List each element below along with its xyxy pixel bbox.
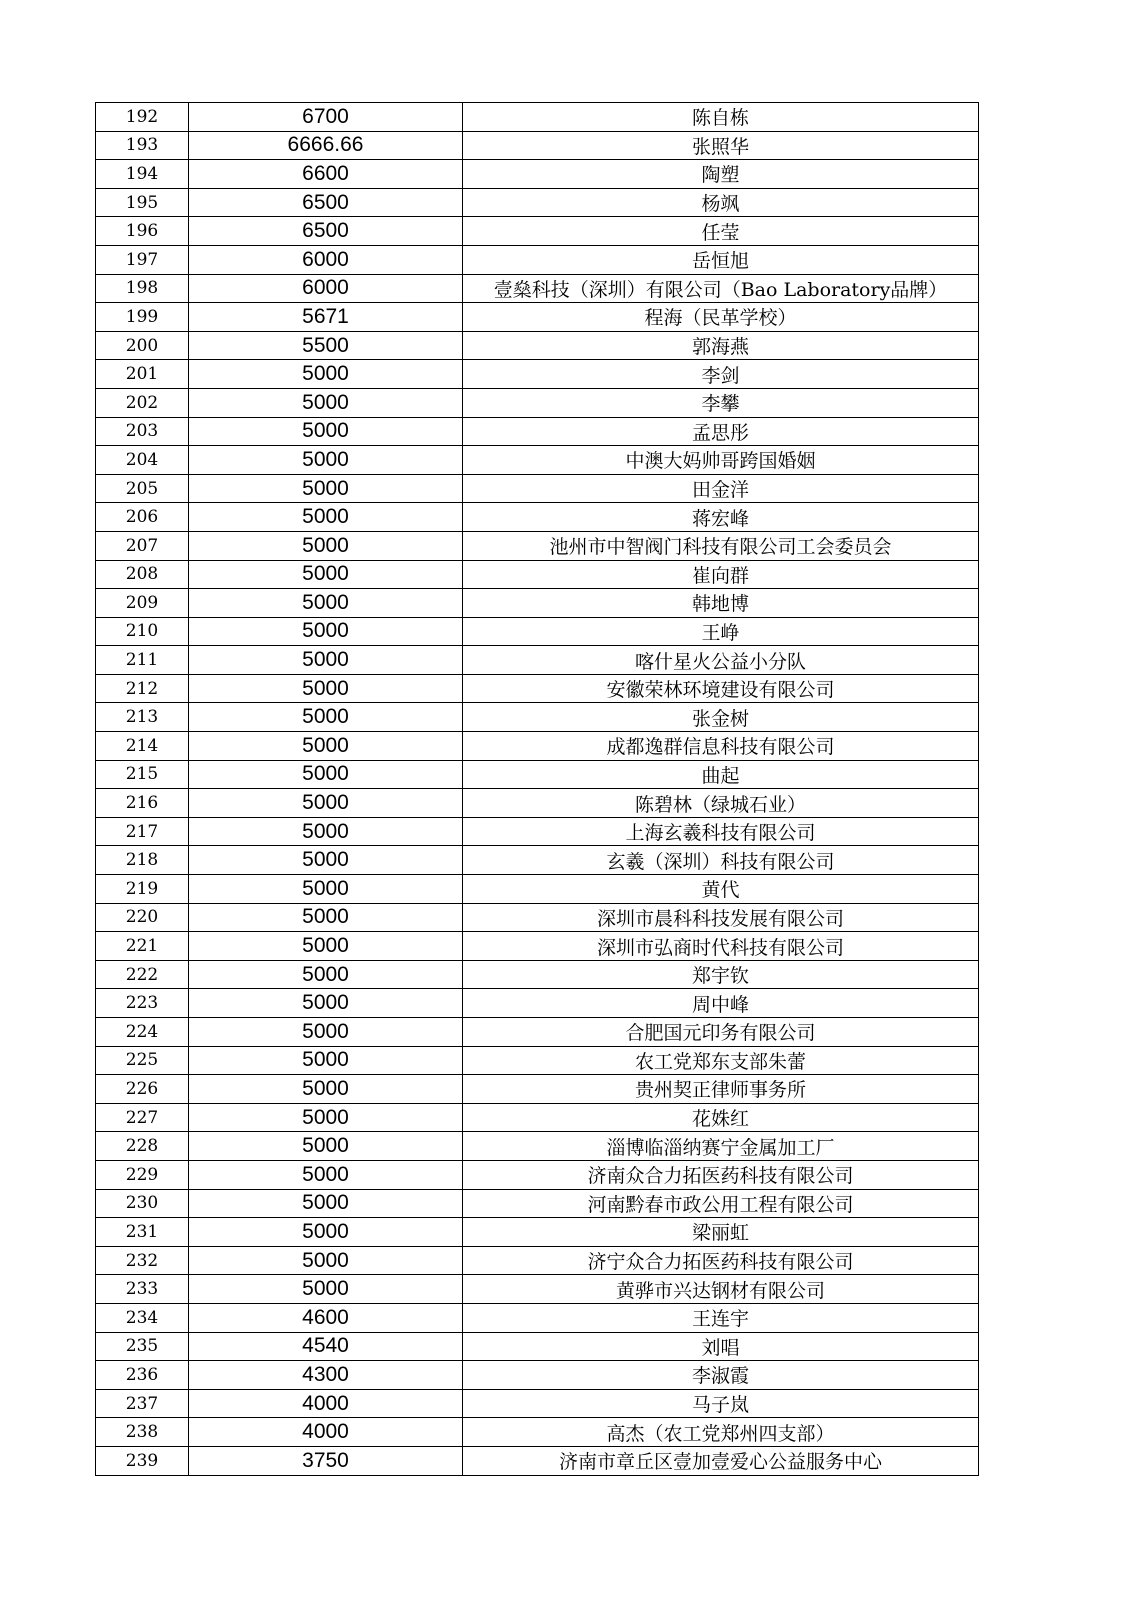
row-number-cell: 204 [96,446,189,475]
row-number-cell: 229 [96,1160,189,1189]
donor-name-cell: 刘唱 [463,1332,979,1361]
table-row [96,589,979,618]
amount-cell: 6500 [189,217,463,246]
row-number-cell: 237 [96,1389,189,1418]
amount-cell: 5000 [189,1160,463,1189]
donation-table-body [96,103,979,1476]
row-number-cell: 199 [96,303,189,332]
table-row [96,1103,979,1132]
donor-name-cell: 农工党郑东支部朱蕾 [463,1046,979,1075]
donor-name-cell: 任莹 [463,217,979,246]
row-number-cell: 196 [96,217,189,246]
amount-cell: 5000 [189,846,463,875]
table-row [96,617,979,646]
row-number-cell: 192 [96,103,189,132]
amount-cell: 5000 [189,1103,463,1132]
table-row [96,760,979,789]
table-row [96,817,979,846]
table-row [96,932,979,961]
row-number-cell: 231 [96,1218,189,1247]
table-row [96,331,979,360]
amount-cell: 5000 [189,646,463,675]
donation-table [95,102,979,1476]
donor-name-cell: 花姝红 [463,1103,979,1132]
amount-cell: 5000 [189,960,463,989]
row-number-cell: 219 [96,875,189,904]
table-row [96,131,979,160]
donor-name-cell: 陈碧林（绿城石业） [463,789,979,818]
row-number-cell: 212 [96,674,189,703]
table-row [96,360,979,389]
amount-cell: 5000 [189,1075,463,1104]
table-row [96,674,979,703]
row-number-cell: 213 [96,703,189,732]
donor-name-cell: 济南众合力拓医药科技有限公司 [463,1160,979,1189]
table-row [96,1303,979,1332]
donor-name-cell: 张金树 [463,703,979,732]
donor-name-cell: 郑宇钦 [463,960,979,989]
donor-name-cell: 蒋宏峰 [463,503,979,532]
amount-cell: 5000 [189,503,463,532]
donor-name-cell: 田金洋 [463,474,979,503]
table-row [96,875,979,904]
row-number-cell: 193 [96,131,189,160]
amount-cell: 5000 [189,388,463,417]
table-row [96,388,979,417]
donor-name-cell: 济南市章丘区壹加壹爱心公益服务中心 [463,1446,979,1475]
amount-cell: 5000 [189,1018,463,1047]
donor-name-cell: 深圳市弘商时代科技有限公司 [463,932,979,961]
row-number-cell: 226 [96,1075,189,1104]
donor-name-cell: 合肥国元印务有限公司 [463,1018,979,1047]
amount-cell: 5000 [189,617,463,646]
donor-name-cell: 深圳市晨科科技发展有限公司 [463,903,979,932]
table-row [96,217,979,246]
donor-name-cell: 杨飒 [463,188,979,217]
row-number-cell: 209 [96,589,189,618]
row-number-cell: 205 [96,474,189,503]
table-row [96,188,979,217]
amount-cell: 3750 [189,1446,463,1475]
row-number-cell: 217 [96,817,189,846]
table-row [96,989,979,1018]
table-row [96,1389,979,1418]
table-row [96,160,979,189]
row-number-cell: 218 [96,846,189,875]
amount-cell: 5000 [189,1189,463,1218]
amount-cell: 4000 [189,1389,463,1418]
donor-name-cell: 喀什星火公益小分队 [463,646,979,675]
table-row [96,789,979,818]
row-number-cell: 233 [96,1275,189,1304]
table-row [96,1246,979,1275]
amount-cell: 5000 [189,1218,463,1247]
donor-name-cell: 张照华 [463,131,979,160]
row-number-cell: 198 [96,274,189,303]
donor-name-cell: 程海（民革学校） [463,303,979,332]
amount-cell: 5000 [189,903,463,932]
table-row [96,103,979,132]
row-number-cell: 223 [96,989,189,1018]
table-row [96,960,979,989]
table-row [96,846,979,875]
table-row [96,560,979,589]
donor-name-cell: 高杰（农工党郑州四支部） [463,1418,979,1447]
donor-name-cell: 黄骅市兴达钢材有限公司 [463,1275,979,1304]
row-number-cell: 227 [96,1103,189,1132]
table-row [96,1018,979,1047]
table-row [96,1418,979,1447]
donor-name-cell: 王连宇 [463,1303,979,1332]
amount-cell: 5000 [189,1132,463,1161]
row-number-cell: 225 [96,1046,189,1075]
amount-cell: 5000 [189,760,463,789]
table-row [96,1446,979,1475]
amount-cell: 5000 [189,531,463,560]
donor-name-cell: 池州市中智阀门科技有限公司工会委员会 [463,531,979,560]
row-number-cell: 235 [96,1332,189,1361]
donor-name-cell: 贵州契正律师事务所 [463,1075,979,1104]
amount-cell: 4540 [189,1332,463,1361]
donor-name-cell: 中澳大妈帅哥跨国婚姻 [463,446,979,475]
row-number-cell: 210 [96,617,189,646]
amount-cell: 5000 [189,932,463,961]
donor-name-cell: 孟思彤 [463,417,979,446]
donor-name-cell: 黄代 [463,875,979,904]
amount-cell: 5671 [189,303,463,332]
row-number-cell: 214 [96,732,189,761]
row-number-cell: 232 [96,1246,189,1275]
donor-name-cell: 上海玄羲科技有限公司 [463,817,979,846]
table-row [96,1046,979,1075]
amount-cell: 4000 [189,1418,463,1447]
donor-name-cell: 济宁众合力拓医药科技有限公司 [463,1246,979,1275]
amount-cell: 5000 [189,1246,463,1275]
table-row [96,446,979,475]
table-row [96,1218,979,1247]
table-row [96,1160,979,1189]
row-number-cell: 224 [96,1018,189,1047]
table-row [96,1132,979,1161]
table-row [96,1075,979,1104]
row-number-cell: 236 [96,1361,189,1390]
row-number-cell: 215 [96,760,189,789]
amount-cell: 5000 [189,1275,463,1304]
table-row [96,303,979,332]
amount-cell: 6700 [189,103,463,132]
amount-cell: 6666.66 [189,131,463,160]
row-number-cell: 238 [96,1418,189,1447]
donor-name-cell: 王峥 [463,617,979,646]
table-row [96,474,979,503]
row-number-cell: 216 [96,789,189,818]
amount-cell: 4600 [189,1303,463,1332]
table-row [96,417,979,446]
amount-cell: 5000 [189,875,463,904]
amount-cell: 5000 [189,789,463,818]
row-number-cell: 200 [96,331,189,360]
table-row [96,1332,979,1361]
row-number-cell: 202 [96,388,189,417]
row-number-cell: 239 [96,1446,189,1475]
donor-name-cell: 河南黔春市政公用工程有限公司 [463,1189,979,1218]
amount-cell: 5000 [189,989,463,1018]
table-row [96,531,979,560]
donor-name-cell: 李攀 [463,388,979,417]
table-row [96,245,979,274]
row-number-cell: 203 [96,417,189,446]
table-row [96,732,979,761]
row-number-cell: 194 [96,160,189,189]
row-number-cell: 230 [96,1189,189,1218]
amount-cell: 5000 [189,360,463,389]
row-number-cell: 228 [96,1132,189,1161]
row-number-cell: 208 [96,560,189,589]
amount-cell: 5000 [189,674,463,703]
amount-cell: 6000 [189,245,463,274]
donor-name-cell: 曲起 [463,760,979,789]
donor-name-cell: 李淑霞 [463,1361,979,1390]
amount-cell: 5000 [189,817,463,846]
row-number-cell: 206 [96,503,189,532]
amount-cell: 5500 [189,331,463,360]
amount-cell: 5000 [189,1046,463,1075]
table-row [96,503,979,532]
donor-name-cell: 周中峰 [463,989,979,1018]
amount-cell: 5000 [189,703,463,732]
donor-name-cell: 安徽荣林环境建设有限公司 [463,674,979,703]
amount-cell: 5000 [189,589,463,618]
row-number-cell: 234 [96,1303,189,1332]
donor-name-cell: 崔向群 [463,560,979,589]
amount-cell: 5000 [189,732,463,761]
amount-cell: 5000 [189,417,463,446]
amount-cell: 6600 [189,160,463,189]
table-row [96,903,979,932]
table-row [96,646,979,675]
amount-cell: 4300 [189,1361,463,1390]
table-row [96,1275,979,1304]
donor-name-cell: 淄博临淄纳赛宁金属加工厂 [463,1132,979,1161]
donor-name-cell: 陈自栋 [463,103,979,132]
amount-cell: 5000 [189,446,463,475]
table-row [96,1189,979,1218]
amount-cell: 6500 [189,188,463,217]
row-number-cell: 207 [96,531,189,560]
row-number-cell: 211 [96,646,189,675]
donor-name-cell: 壹燊科技（深圳）有限公司（Bao Laboratory品牌） [463,274,979,303]
row-number-cell: 197 [96,245,189,274]
row-number-cell: 195 [96,188,189,217]
donor-name-cell: 陶塑 [463,160,979,189]
donor-name-cell: 韩地博 [463,589,979,618]
row-number-cell: 221 [96,932,189,961]
amount-cell: 5000 [189,560,463,589]
table-row [96,703,979,732]
donor-name-cell: 李剑 [463,360,979,389]
amount-cell: 5000 [189,474,463,503]
donor-name-cell: 成都逸群信息科技有限公司 [463,732,979,761]
donor-name-cell: 马子岚 [463,1389,979,1418]
table-row [96,274,979,303]
amount-cell: 6000 [189,274,463,303]
row-number-cell: 222 [96,960,189,989]
donor-name-cell: 岳恒旭 [463,245,979,274]
donor-name-cell: 郭海燕 [463,331,979,360]
donor-name-cell: 梁丽虹 [463,1218,979,1247]
row-number-cell: 201 [96,360,189,389]
donor-name-cell: 玄羲（深圳）科技有限公司 [463,846,979,875]
table-row [96,1361,979,1390]
row-number-cell: 220 [96,903,189,932]
